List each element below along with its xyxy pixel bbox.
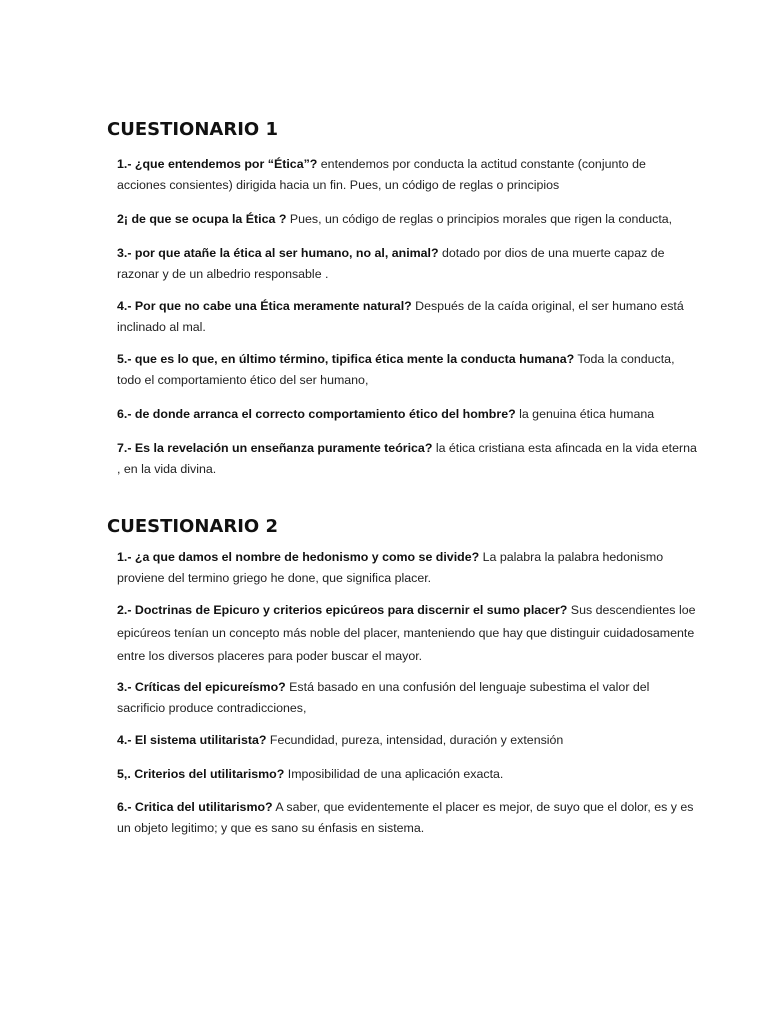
section-title-cuestionario-1: CUESTIONARIO 1: [107, 119, 279, 140]
question-text: 3.- Críticas del epicureísmo?: [117, 680, 286, 694]
question-item: [117, 730, 697, 751]
answer-text: Toda la conducta, todo el comportamiento ético del ser humano,: [117, 352, 675, 387]
question-item: [117, 764, 697, 785]
answer-text: Fecundidad, pureza, intensidad, duración y extensión: [266, 733, 564, 747]
question-text: 2¡ de que se ocupa la Ética ?: [117, 212, 287, 226]
question-text: 7.- Es la revelación un enseñanza puramente teórica?: [117, 441, 433, 455]
question-text: 5,. Criterios del utilitarismo?: [117, 767, 285, 781]
question-item: [117, 677, 697, 718]
answer-text: la genuina ética humana: [515, 407, 655, 421]
question-text: 4.- Por que no cabe una Ética meramente natural?: [117, 299, 412, 313]
answer-text: Pues, un código de reglas o principios morales que rigen la conducta,: [286, 212, 673, 226]
answer-text: Sus descendientes loe epicúreos tenían un concepto más noble del placer, manteniendo que hay que distinguir cuidadosamente entre los diversos placeres para poder buscar el mayor.: [117, 603, 696, 663]
answer-text: la ética cristiana esta afincada en la vida eterna , en la vida divina.: [117, 441, 697, 476]
question-item: [117, 438, 697, 479]
answer-text: Está basado en una confusión del lenguaje subestima el valor del sacrificio produce contradicciones,: [117, 680, 650, 715]
question-text: 1.- ¿que entendemos por “Ética”?: [117, 157, 318, 171]
question-text: 3.- por que atañe la ética al ser humano, no al, animal?: [117, 246, 439, 260]
answer-text: Imposibilidad de una aplicación exacta.: [284, 767, 504, 781]
question-text: 2.- Doctrinas de Epicuro y criterios epicúreos para discernir el sumo placer?: [117, 603, 568, 617]
answer-text: entendemos por conducta la actitud constante (conjunto de acciones consientes) dirigida hacia un fin. Pues, un código de reglas o principios: [117, 157, 646, 192]
question-text: 6.- Critica del utilitarismo?: [117, 800, 273, 814]
question-item: [117, 243, 697, 284]
question-item: [117, 599, 697, 668]
question-item: [117, 296, 697, 337]
question-item: [117, 349, 697, 390]
question-item: [117, 404, 697, 425]
question-item: [117, 209, 697, 230]
answer-text: dotado por dios de una muerte capaz de razonar y de un albedrio responsable .: [117, 246, 665, 281]
answer-text: La palabra la palabra hedonismo proviene del termino griego he done, que significa placer.: [117, 550, 664, 585]
answer-text: A saber, que evidentemente el placer es mejor, de suyo que el dolor, es y es un objeto legitimo; y que es sano su énfasis en sistema.: [117, 800, 694, 835]
question-text: 6.- de donde arranca el correcto comportamiento ético del hombre?: [117, 407, 516, 421]
question-item: [117, 547, 697, 588]
question-text: 1.- ¿a que damos el nombre de hedonismo y como se divide?: [117, 550, 480, 564]
answer-text: Después de la caída original, el ser humano está inclinado al mal.: [117, 299, 684, 334]
question-item: [117, 797, 697, 838]
section-title-cuestionario-2: CUESTIONARIO 2: [107, 516, 279, 537]
question-text: 4.- El sistema utilitarista?: [117, 733, 267, 747]
question-text: 5.- que es lo que, en último término, tipifica ética mente la conducta humana?: [117, 352, 575, 366]
question-item: [117, 154, 697, 195]
